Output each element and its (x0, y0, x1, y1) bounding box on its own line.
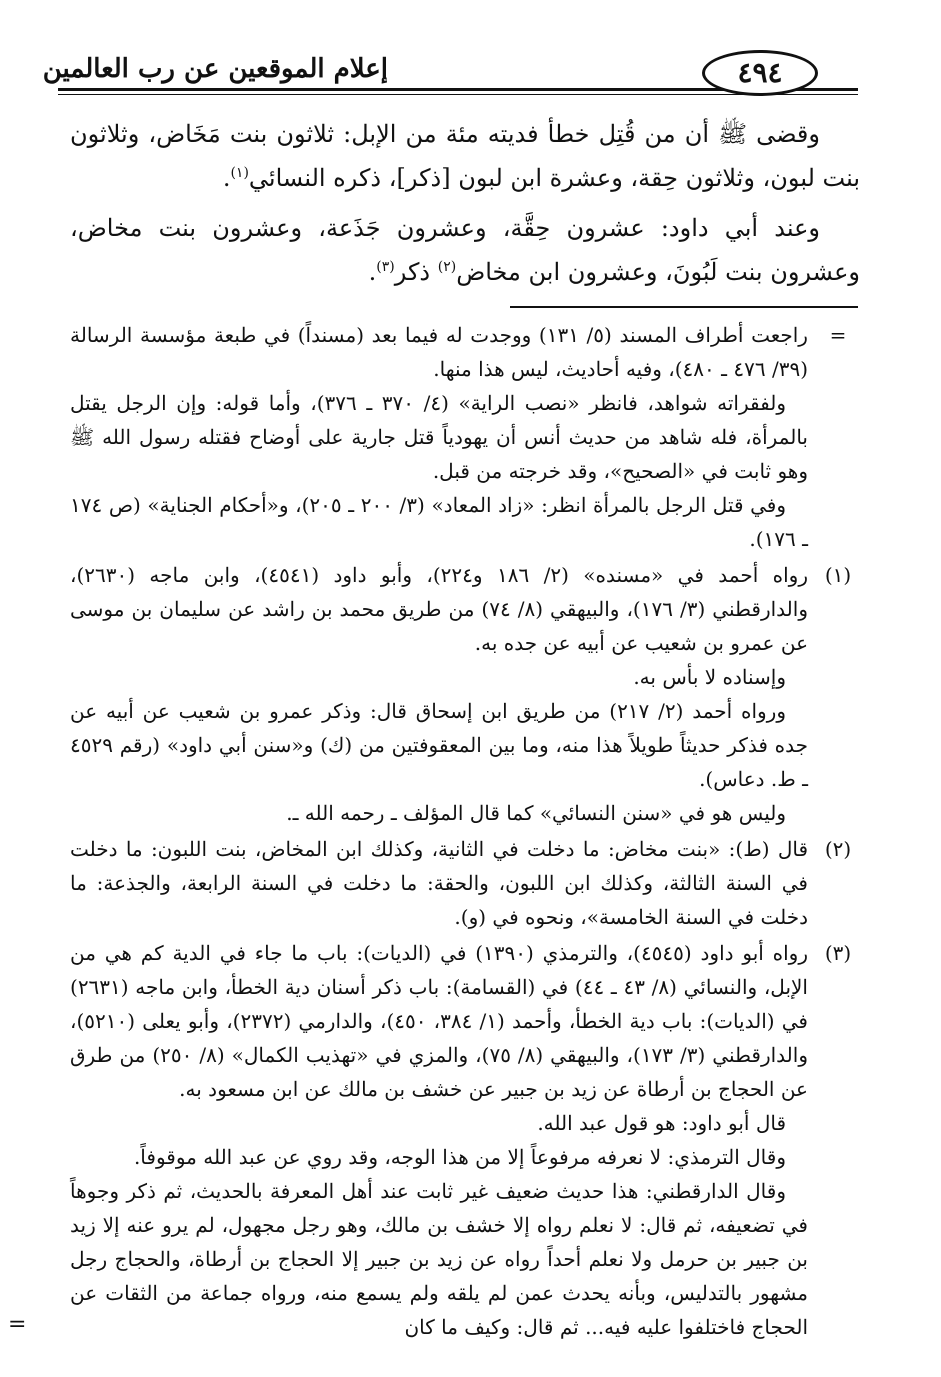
page-header (42, 40, 858, 104)
continuation-marker: = (829, 323, 847, 347)
footnote-line: راجعت أطراف المسند (٥/ ١٣١) ووجدت له فيما بعد (مسنداً) في طبعة مؤسسة الرسالة (٣٩/ ٤٧٦ ـ ٤٨٠)، وفيه أحاديث، ليس هذا منها. (70, 323, 808, 381)
footnote-ref-3[interactable]: (٣) (376, 259, 395, 275)
continued-marker: = (8, 1312, 27, 1337)
footnote-line: قال (ط): «بنت مخاض: ما دخلت في الثانية، وكذلك ابن المخاض، بنت اللبون: ما دخلت في السنة الثالثة، وكذلك ابن اللبون، والحقة: ما دخلت في السنة الرابعة، والجذعة: ما دخلت في السنة الخامسة»، ونحوه في (و). (70, 837, 808, 929)
footnote-line: وليس هو في «سنن النسائي» كما قال المؤلف ـ رحمه الله ـ. (286, 801, 786, 825)
footnote-line: ورواه أحمد (٢/ ٢١٧) من طريق ابن إسحاق قال: وذكر عمرو بن شعيب عن أبيه عن جده فذكر حديثاً طويلاً هذا منه، وما بين المعقوفتين من (ك) و«سنن أبي داود» (رقم ٤٥٢٩ ـ ط. دعاس). (70, 699, 808, 791)
footnote-line: قال أبو داود: هو قول عبد الله. (537, 1111, 786, 1135)
footnote-marker-3: (٣) (824, 941, 852, 965)
footnote-line: رواه أحمد في «مسنده» (٢/ ١٨٦ و٢٢٤)، وأبو داود (٤٥٤١)، وابن ماجه (٢٦٣٠)، والدارقطني (٣/ ١٧٦)، والبيهقي (٨/ ٧٤) من طريق محمد بن راشد عن سليمان بن موسى عن عمرو بن شعيب عن أبيه عن جده به. (70, 563, 808, 655)
page-number-badge: ٤٩٤ (702, 50, 818, 96)
footnote-line: وفي قتل الرجل بالمرأة انظر: «زاد المعاد» (٣/ ٢٠٠ ـ ٢٠٥)، و«أحكام الجناية» (ص ١٧٤ ـ ١٧٦). (70, 493, 808, 551)
footnote-ref-2[interactable]: (٢) (437, 259, 457, 275)
footnote-line: وقال الترمذي: لا نعرفه مرفوعاً إلا من هذا الوجه، وقد روي عن عبد الله موقوفاً. (133, 1145, 786, 1169)
footnote-line: وقال الدارقطني: هذا حديث ضعيف غير ثابت عند أهل المعرفة بالحديث، ثم ذكر وجوهاً في تضعيفه، ثم قال: لا نعلم رواه إلا خشف بن مالك، وهو رجل مجهول، لم يرو عنه إلا زيد بن جبير بن حرمل ولا نعلم أحداً رواه عن زيد بن جبير إلا الحجاج بن أرطاة، والحجاج رجل مشهور بالتدليس، وبأنه يحدث عمن لم يلقه ولم يسمع منه، ورواه جماعة من الثقات عن الحجاج فاختلفوا عليه فيه... ثم قال: وكيف ما كان (70, 1179, 808, 1339)
footnote-marker-1: (١) (824, 563, 852, 587)
footnote-2 (70, 832, 860, 934)
footnote-3 (70, 936, 860, 1344)
book-title: إعلام الموقعين عن رب العالمين (42, 54, 388, 84)
footnote-ref-1[interactable]: (١) (230, 165, 249, 181)
main-paragraph-2: وعند أبي داود: عشرون حِقَّة، وعشرون جَذَعة، وعشرون بنت مخاض، وعشرون بنت لَبُونَ، وعشرون ابن مخاض$^{(٢)}$ ذكر$^{(٣)}$. (70, 214, 860, 286)
footnote-continuation (70, 318, 860, 556)
footnote-line: رواه أبو داود (٤٥٤٥)، والترمذي (١٣٩٠) في (الديات): باب ما جاء في الدية كم هي من الإبل، والنسائي (٨/ ٤٣ ـ ٤٤) في (القسامة): باب ذكر أسنان دية الخطأ، وابن ماجه (٢٦٣١) في (الديات): باب دية الخطأ، وأحمد (١/ ٣٨٤، ٤٥٠)، والدارمي (٢٣٧٢)، وأبو يعلى (٥٢١٠)، والدارقطني (٣/ ١٧٣)، والبيهقي (٨/ ٧٥)، والمزي في «تهذيب الكمال» (٨/ ٢٥٠) من طرق عن الحجاج بن أرطاة عن زيد بن جبير عن خشف بن مالك عن ابن مسعود به. (70, 941, 808, 1101)
footnote-divider (510, 306, 858, 308)
main-text (70, 112, 860, 300)
footnote-line: وإسناده لا بأس به. (633, 665, 786, 689)
footnote-1 (70, 558, 860, 830)
main-paragraph-1: وقضى ﷺ أن من قُتِل خطأ فديته مئة من الإبل: ثلاثون بنت مَخَاض، وثلاثون بنت لبون، وثلاثون حِقة، وعشرة ابن لبون [ذكر]، ذكره النسائي$^{(١)}$. (70, 120, 860, 192)
footnotes (70, 318, 860, 1346)
footnote-line: ولفقراته شواهد، فانظر «نصب الراية» (٤/ ٣٧٠ ـ ٣٧٦)، وأما قوله: وإن الرجل يقتل بالمرأة، فله شاهد من حديث أنس أن يهودياً قتل جارية على أوضاح فقتله رسول الله ﷺ وهو ثابت في «الصحيح»، وقد خرجته من قبل. (70, 391, 808, 483)
footnote-marker-2: (٢) (824, 837, 852, 861)
